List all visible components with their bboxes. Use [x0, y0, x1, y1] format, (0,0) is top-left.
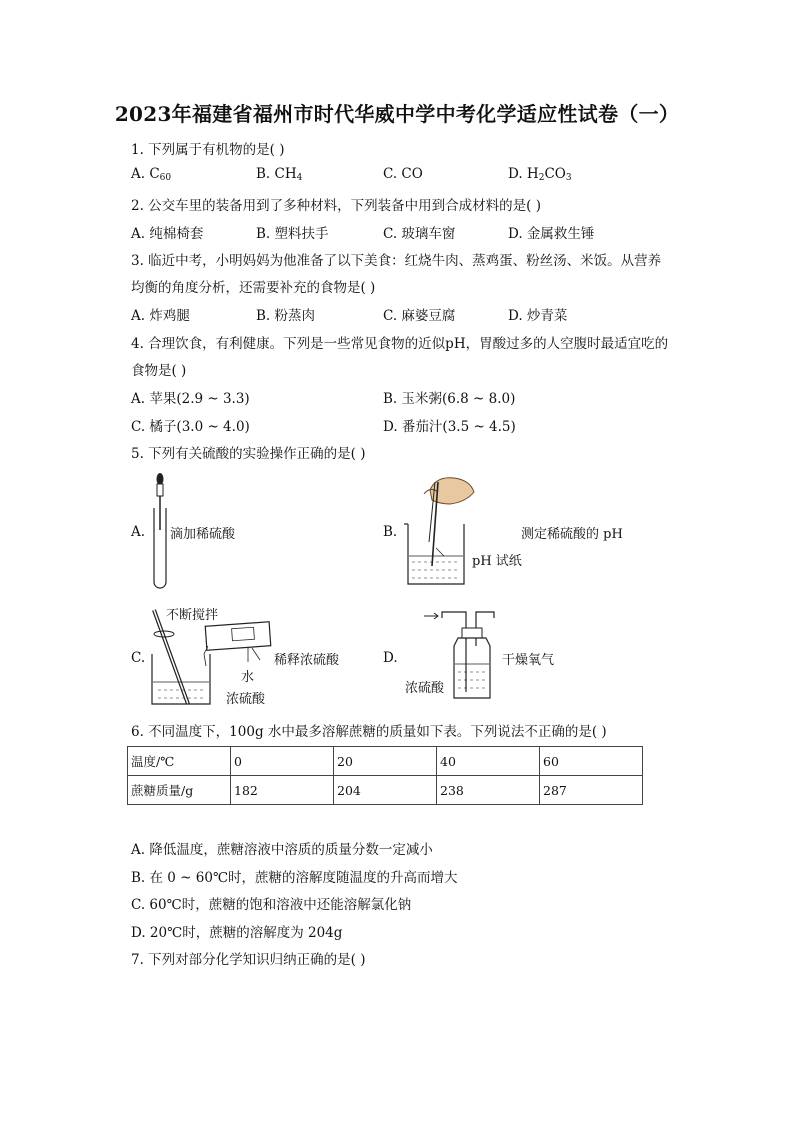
- q4-option-a[interactable]: A. 苹果(2.9 ~ 3.3): [131, 391, 250, 407]
- q5-b-paper-label: pH 试纸: [472, 554, 522, 569]
- solubility-table: [127, 746, 643, 805]
- page-title: 2023年福建省福州市时代华威中学中考化学适应性试卷（一）: [114, 102, 680, 126]
- q1-d-text: D. H: [508, 166, 539, 182]
- q2-option-a[interactable]: A. 纯棉椅套: [131, 226, 204, 242]
- q6-option-d[interactable]: D. 20℃时，蔗糖的溶解度为 204g: [131, 925, 343, 941]
- q5-c-acid-label: 浓硫酸: [226, 692, 266, 707]
- table-cell: 温度/℃: [128, 747, 231, 776]
- q3-option-a[interactable]: A. 炸鸡腿: [131, 308, 190, 324]
- question-5-stem: 5. 下列有关硫酸的实验操作正确的是( ): [131, 446, 366, 462]
- question-4-stem-line1: 4. 合理饮食，有利健康。下列是一些常见食物的近似pH，胃酸过多的人空腹时最适宜吃的: [131, 336, 669, 352]
- table-cell: 20: [334, 747, 437, 776]
- q6-option-b[interactable]: B. 在 0 ~ 60℃时，蔗糖的溶解度随温度的升高而增大: [131, 870, 458, 886]
- table-cell: 40: [437, 747, 540, 776]
- question-7-stem: 7. 下列对部分化学知识归纳正确的是( ): [131, 952, 366, 968]
- q4-option-c[interactable]: C. 橘子(3.0 ~ 4.0): [131, 419, 250, 435]
- q3-option-d[interactable]: D. 炒青菜: [508, 308, 568, 324]
- q3-option-b[interactable]: B. 粉蒸肉: [256, 308, 316, 324]
- q1-option-d[interactable]: [508, 166, 572, 183]
- q1-a-sub: 60: [159, 173, 172, 183]
- q1-d-sub1: 2: [538, 173, 545, 183]
- q2-option-d[interactable]: D. 金属救生锤: [508, 226, 595, 242]
- table-cell: 182: [231, 776, 334, 805]
- table-cell: 204: [334, 776, 437, 805]
- q2-option-b[interactable]: B. 塑料扶手: [256, 226, 329, 242]
- table-row: [128, 747, 643, 776]
- q5-option-b[interactable]: B.: [383, 524, 398, 540]
- q6-option-c[interactable]: C. 60℃时，蔗糖的饱和溶液中还能溶解氯化钠: [131, 897, 412, 913]
- q1-option-b[interactable]: [256, 166, 302, 183]
- ph-test-figure: [402, 472, 482, 590]
- q1-option-a[interactable]: [131, 166, 171, 183]
- question-1-stem: 1. 下列属于有机物的是( ): [131, 142, 285, 158]
- table-cell: 蔗糖质量/g: [128, 776, 231, 805]
- q5-d-acid-label: 浓硫酸: [405, 681, 445, 696]
- q5-option-d[interactable]: D.: [383, 650, 398, 666]
- question-4-stem-line2: 食物是( ): [131, 363, 187, 379]
- question-6-stem: 6. 不同温度下，100g 水中最多溶解蔗糖的质量如下表。下列说法不正确的是( ): [131, 724, 607, 740]
- q5-c-stir-label: 不断搅拌: [166, 608, 219, 623]
- q1-b-text: B. CH: [256, 166, 297, 182]
- q5-c-water-label: 水: [241, 670, 255, 685]
- q6-option-a[interactable]: A. 降低温度，蔗糖溶液中溶质的质量分数一定减小: [131, 842, 433, 858]
- table-cell: 0: [231, 747, 334, 776]
- q4-option-d[interactable]: D. 番茄汁(3.5 ~ 4.5): [383, 419, 516, 435]
- q1-option-c[interactable]: C. CO: [383, 166, 423, 182]
- table-cell: 287: [540, 776, 643, 805]
- q5-b-label: 测定稀硫酸的 pH: [521, 527, 623, 542]
- q5-option-a[interactable]: A.: [131, 524, 146, 540]
- q3-option-c[interactable]: C. 麻婆豆腐: [383, 308, 456, 324]
- question-3-stem-line2: 均衡的角度分析，还需要补充的食物是( ): [131, 280, 376, 296]
- q5-c-dilute-label: 稀释浓硫酸: [274, 653, 340, 668]
- q1-d-mid: CO: [544, 166, 566, 182]
- q2-option-c[interactable]: C. 玻璃车窗: [383, 226, 456, 242]
- q1-b-sub: 4: [296, 173, 303, 183]
- table-cell: 60: [540, 747, 643, 776]
- q1-a-text: A. C: [131, 166, 160, 182]
- q4-option-b[interactable]: B. 玉米粥(6.8 ~ 8.0): [383, 391, 516, 407]
- q5-d-dry-label: 干燥氧气: [502, 653, 555, 668]
- q5-a-label: 滴加稀硫酸: [170, 527, 236, 542]
- question-2-stem: 2. 公交车里的装备用到了多种材料，下列装备中用到合成材料的是( ): [131, 198, 541, 214]
- q5-option-c[interactable]: C.: [131, 650, 146, 666]
- question-3-stem-line1: 3. 临近中考，小明妈妈为他准备了以下美食：红烧牛肉、蒸鸡蛋、粉丝汤、米饭。从营养: [131, 253, 662, 269]
- table-cell: 238: [437, 776, 540, 805]
- table-row: [128, 776, 643, 805]
- q1-d-sub2: 3: [565, 173, 572, 183]
